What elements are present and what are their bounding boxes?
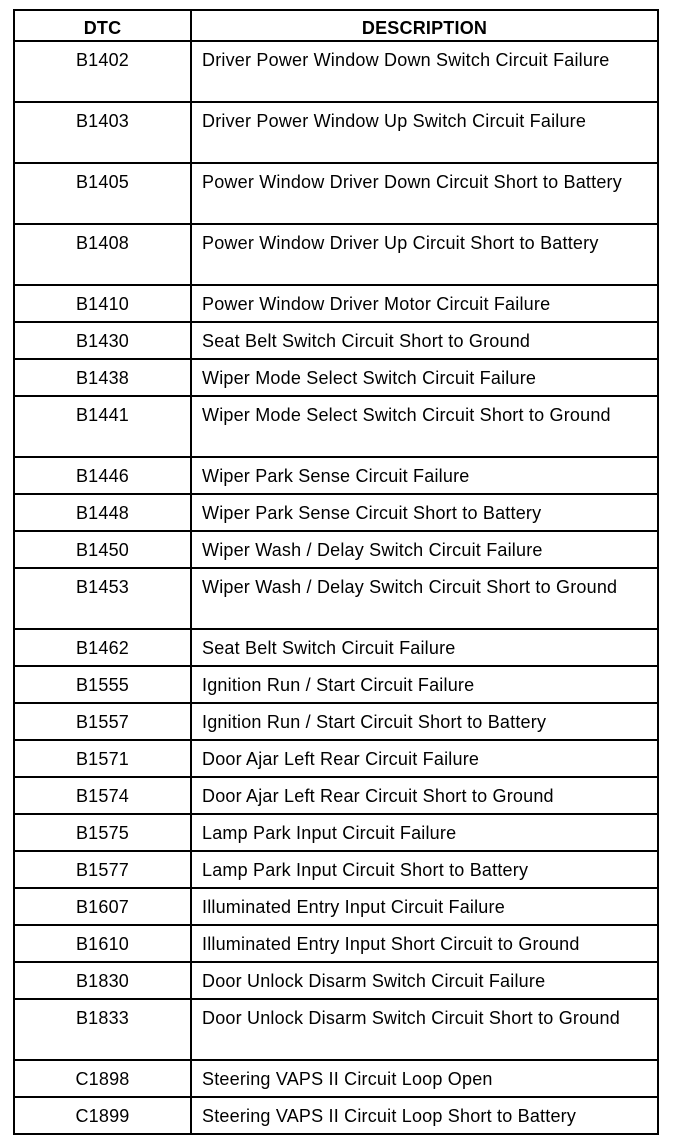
- dtc-description: Power Window Driver Down Circuit Short to Battery: [191, 163, 658, 224]
- table-row: [14, 359, 658, 396]
- dtc-description: Wiper Wash / Delay Switch Circuit Failure: [191, 531, 658, 568]
- dtc-code: B1410: [14, 285, 191, 322]
- table-row: [14, 1097, 658, 1134]
- table-row: [14, 163, 658, 224]
- dtc-table: [13, 9, 659, 1135]
- dtc-description: Driver Power Window Up Switch Circuit Failure: [191, 102, 658, 163]
- dtc-code: B1403: [14, 102, 191, 163]
- table-row: [14, 777, 658, 814]
- dtc-code: B1402: [14, 41, 191, 102]
- dtc-code: B1448: [14, 494, 191, 531]
- dtc-code: C1899: [14, 1097, 191, 1134]
- table-row: [14, 285, 658, 322]
- dtc-table-container: [13, 9, 657, 1135]
- dtc-code: C1898: [14, 1060, 191, 1097]
- dtc-code: B1833: [14, 999, 191, 1060]
- column-header-description: DESCRIPTION: [191, 10, 658, 41]
- table-row: [14, 629, 658, 666]
- dtc-code: B1438: [14, 359, 191, 396]
- table-row: [14, 999, 658, 1060]
- table-row: [14, 1060, 658, 1097]
- table-row: [14, 962, 658, 999]
- dtc-description: Driver Power Window Down Switch Circuit Failure: [191, 41, 658, 102]
- dtc-code: B1571: [14, 740, 191, 777]
- dtc-code: B1453: [14, 568, 191, 629]
- dtc-description: Door Unlock Disarm Switch Circuit Failure: [191, 962, 658, 999]
- table-row: [14, 740, 658, 777]
- dtc-description: Ignition Run / Start Circuit Short to Battery: [191, 703, 658, 740]
- dtc-description: Wiper Park Sense Circuit Short to Battery: [191, 494, 658, 531]
- dtc-code: B1450: [14, 531, 191, 568]
- table-row: [14, 925, 658, 962]
- dtc-code: B1408: [14, 224, 191, 285]
- dtc-description: Seat Belt Switch Circuit Short to Ground: [191, 322, 658, 359]
- dtc-code: B1575: [14, 814, 191, 851]
- table-row: [14, 666, 658, 703]
- dtc-code: B1607: [14, 888, 191, 925]
- dtc-code: B1830: [14, 962, 191, 999]
- table-header-row: [14, 10, 658, 41]
- table-row: [14, 41, 658, 102]
- dtc-code: B1462: [14, 629, 191, 666]
- dtc-description: Door Ajar Left Rear Circuit Failure: [191, 740, 658, 777]
- dtc-code: B1441: [14, 396, 191, 457]
- table-row: [14, 396, 658, 457]
- table-row: [14, 224, 658, 285]
- table-row: [14, 888, 658, 925]
- table-row: [14, 814, 658, 851]
- column-header-dtc: DTC: [14, 10, 191, 41]
- dtc-description: Seat Belt Switch Circuit Failure: [191, 629, 658, 666]
- dtc-description: Illuminated Entry Input Circuit Failure: [191, 888, 658, 925]
- dtc-description: Wiper Mode Select Switch Circuit Short to Ground: [191, 396, 658, 457]
- table-row: [14, 531, 658, 568]
- dtc-description: Power Window Driver Motor Circuit Failure: [191, 285, 658, 322]
- table-row: [14, 568, 658, 629]
- dtc-code: B1446: [14, 457, 191, 494]
- table-row: [14, 457, 658, 494]
- dtc-description: Power Window Driver Up Circuit Short to Battery: [191, 224, 658, 285]
- table-row: [14, 102, 658, 163]
- dtc-description: Wiper Park Sense Circuit Failure: [191, 457, 658, 494]
- dtc-code: B1430: [14, 322, 191, 359]
- dtc-description: Lamp Park Input Circuit Short to Battery: [191, 851, 658, 888]
- dtc-code: B1574: [14, 777, 191, 814]
- table-row: [14, 703, 658, 740]
- dtc-description: Wiper Wash / Delay Switch Circuit Short to Ground: [191, 568, 658, 629]
- table-row: [14, 851, 658, 888]
- dtc-code: B1555: [14, 666, 191, 703]
- table-row: [14, 494, 658, 531]
- dtc-description: Door Unlock Disarm Switch Circuit Short to Ground: [191, 999, 658, 1060]
- table-row: [14, 322, 658, 359]
- dtc-code: B1405: [14, 163, 191, 224]
- dtc-code: B1577: [14, 851, 191, 888]
- dtc-description: Wiper Mode Select Switch Circuit Failure: [191, 359, 658, 396]
- dtc-description: Steering VAPS II Circuit Loop Short to Battery: [191, 1097, 658, 1134]
- dtc-description: Lamp Park Input Circuit Failure: [191, 814, 658, 851]
- dtc-description: Steering VAPS II Circuit Loop Open: [191, 1060, 658, 1097]
- dtc-description: Illuminated Entry Input Short Circuit to Ground: [191, 925, 658, 962]
- dtc-code: B1610: [14, 925, 191, 962]
- dtc-description: Ignition Run / Start Circuit Failure: [191, 666, 658, 703]
- dtc-code: B1557: [14, 703, 191, 740]
- dtc-description: Door Ajar Left Rear Circuit Short to Ground: [191, 777, 658, 814]
